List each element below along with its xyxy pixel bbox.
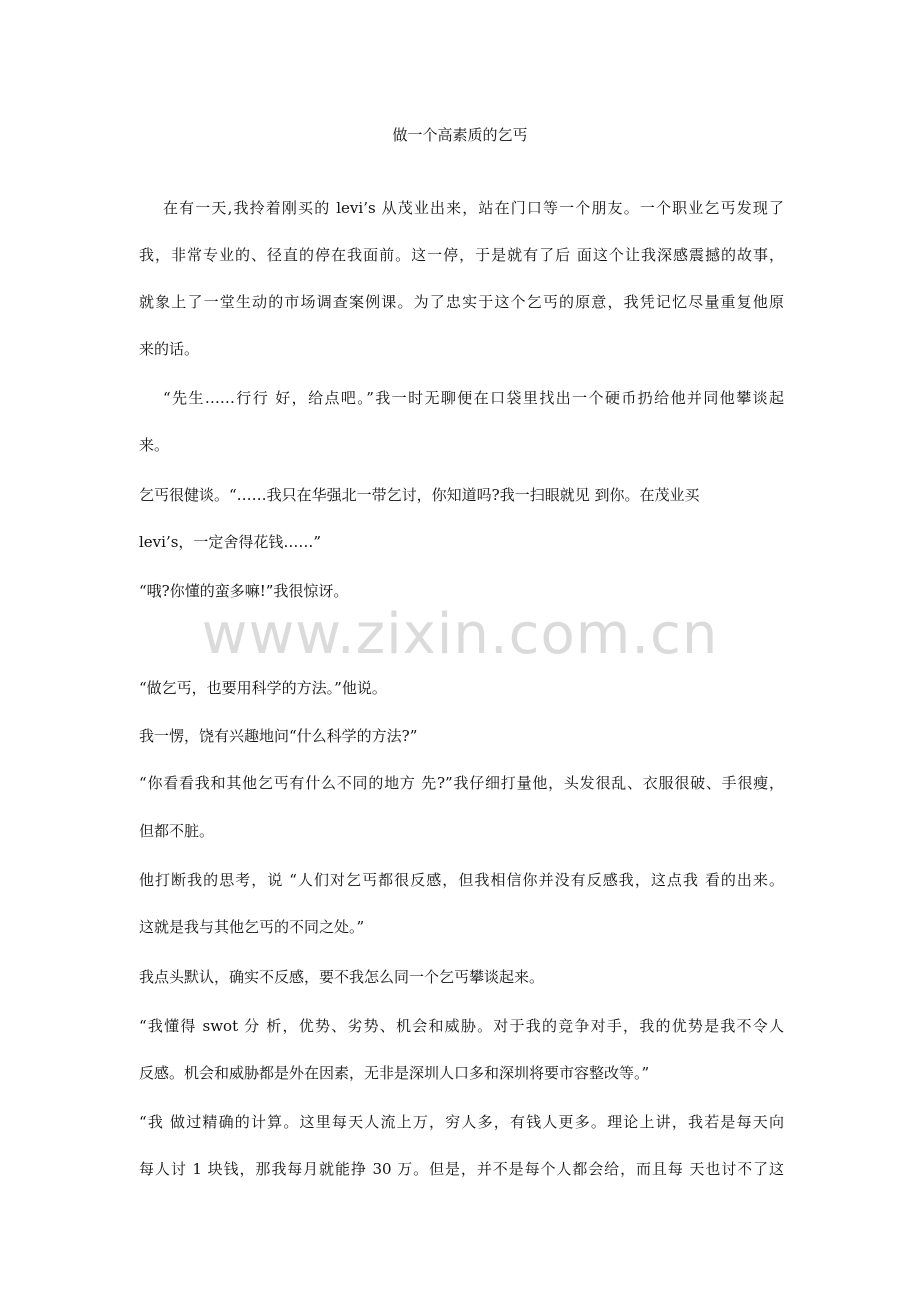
paragraph-line: 在有一天,我拎着刚买的 levi’s 从茂业出来，站在门口等一个朋友。一个职业乞丐发现了 <box>163 199 784 217</box>
paragraph-line: “我懂得 swot 分 析，优势、劣势、机会和威胁。对于我的竞争对手，我的优势是我不令人 <box>139 1017 784 1035</box>
paragraph-line: “做乞丐，也要用科学的方法。”他说。 <box>139 679 387 697</box>
document-title: 做一个高素质的乞丐 <box>392 126 528 144</box>
paragraph-line: 乞丐很健谈。“……我只在华强北一带乞讨，你知道吗?我一扫眼就见 到你。在茂业买 <box>139 486 700 504</box>
paragraph-line: 每人讨 1 块钱，那我每月就能挣 30 万。但是，并不是每个人都会给，而且每 天也讨不了这 <box>139 1160 784 1178</box>
paragraph-line: “先生……行行 好，给点吧。”我一时无聊便在口袋里找出一个硬币扔给他并同他攀谈起 <box>163 389 784 407</box>
paragraph-line: 我，非常专业的、径直的停在我面前。这一停，于是就有了后 面这个让我深感震撼的故事， <box>139 246 784 264</box>
paragraph-line: 他打断我的思考，说 “人们对乞丐都很反感，但我相信你并没有反感我，这点我 看的出来。 <box>139 871 784 889</box>
paragraph-line: “你看看我和其他乞丐有什么不同的地方 先?”我仔细打量他，头发很乱、衣服很破、手很瘦， <box>139 774 784 792</box>
paragraph-line: 就象上了一堂生动的市场调查案例课。为了忠实于这个乞丐的原意，我凭记忆尽量重复他原 <box>139 293 784 311</box>
paragraph-line: 反感。机会和威胁都是外在因素，无非是深圳人口多和深圳将要市容整改等。” <box>139 1064 650 1082</box>
paragraph-line: “我 做过精确的计算。这里每天人流上万，穷人多，有钱人更多。理论上讲，我若是每天向 <box>139 1113 784 1131</box>
paragraph-line: 这就是我与其他乞丐的不同之处。” <box>139 918 365 936</box>
watermark: www.zixin.com.cn <box>201 602 719 667</box>
paragraph-line: 来。 <box>139 436 170 454</box>
paragraph-line: “哦?你懂的蛮多嘛!”我很惊讶。 <box>139 582 349 600</box>
paragraph-line: 来的话。 <box>139 340 200 358</box>
paragraph-line: 我点头默认，确实不反感，要不我怎么同一个乞丐攀谈起来。 <box>139 968 545 986</box>
paragraph-line: 但都不脏。 <box>139 822 215 840</box>
paragraph-line: levi’s，一定舍得花钱……” <box>139 533 322 551</box>
paragraph-line: 我一愣，饶有兴趣地问“什么科学的方法?” <box>139 727 418 745</box>
